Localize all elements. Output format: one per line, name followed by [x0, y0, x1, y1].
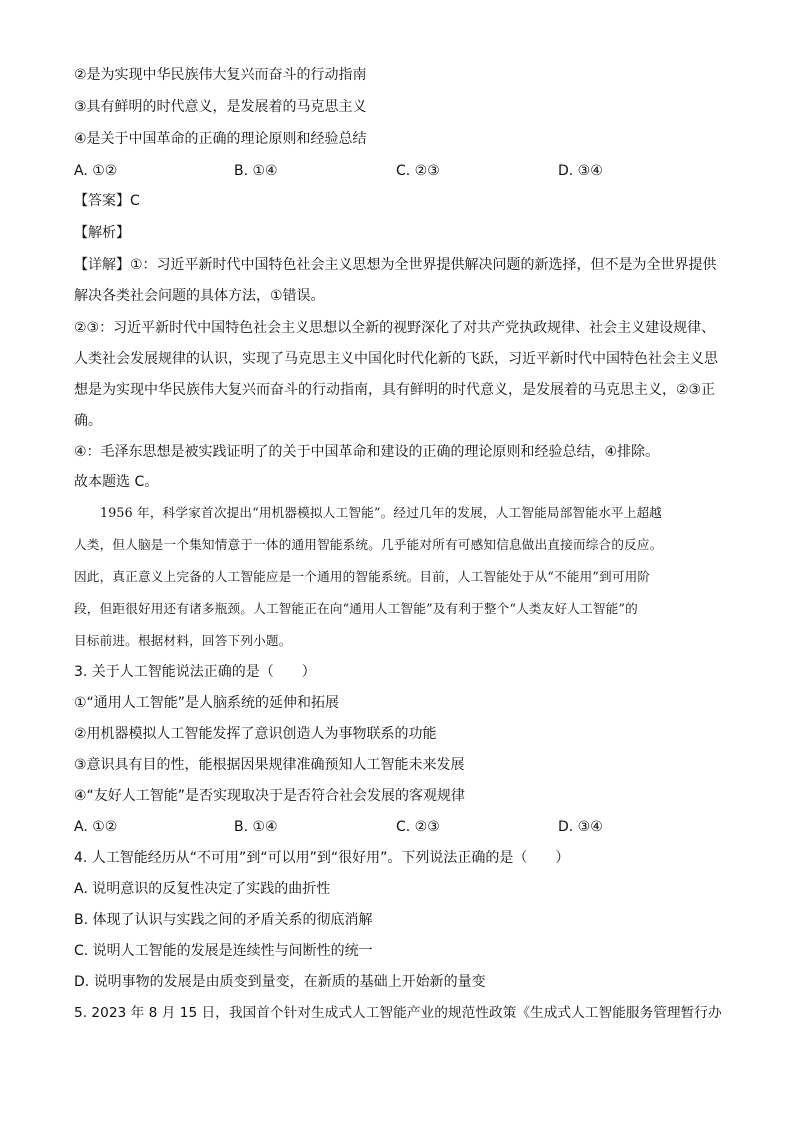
passage-line-1: 1956 年，科学家首次提出“用机器模拟人工智能”。经过几年的发展，人工智能局部智能水平上超越 — [100, 505, 663, 520]
q2-item-3: ③具有鲜明的时代意义，是发展着的马克思主义 — [74, 99, 367, 115]
q4-stem: 4. 人工智能经历从“不可用”到“可以用”到“很好用”。下列说法正确的是（ ） — [74, 850, 570, 866]
q3-item-4: ④“友好人工智能”是否实现取决于是否符合社会发展的客观规律 — [74, 788, 466, 804]
detail-line-7: ④：毛泽东思想是被实践证明了的关于中国革命和建设的正确的理论原则和经验总结，④排除。 — [74, 444, 660, 460]
detail-line-4: 人类社会发展规律的认识，实现了马克思主义中国化时代化新的飞跃，习近平新时代中国特色社会主义思 — [74, 351, 718, 367]
q4-option-b: B. 体现了认识与实践之间的矛盾关系的彻底消解 — [74, 912, 373, 928]
q3-option-d: D. ③④ — [558, 819, 603, 835]
q3-stem: 3. 关于人工智能说法正确的是（ ） — [74, 664, 316, 680]
passage-line-5: 目标前进。根据材料，回答下列小题。 — [74, 633, 292, 648]
answer-line — [74, 192, 140, 210]
answer-value: C — [130, 193, 140, 209]
detail-line-5: 想是为实现中华民族伟大复兴而奋斗的行动指南，具有鲜明的时代意义，是发展着的马克思主义，②③正 — [74, 382, 716, 398]
q3-option-c: C. ②③ — [396, 819, 440, 835]
q3-option-a: A. ①② — [74, 819, 118, 835]
detail-line-6: 确。 — [74, 413, 102, 429]
q3-option-b: B. ①④ — [234, 819, 278, 835]
q3-item-2: ②用机器模拟人工智能发挥了意识创造人为事物联系的功能 — [74, 726, 437, 742]
detail-line-2: 解决各类社会问题的具体方法，①错误。 — [74, 288, 325, 304]
q4-option-c: C. 说明人工智能的发展是连续性与间断性的统一 — [74, 943, 373, 959]
q2-option-b: B. ①④ — [234, 163, 278, 179]
q2-option-a: A. ①② — [74, 163, 118, 179]
passage-line-4: 段，但距很好用还有诸多瓶颈。人工智能正在向“通用人工智能”及有利于整个“人类友好人工智能”的 — [74, 601, 638, 616]
detail-line-8: 故本题选 C。 — [74, 474, 159, 490]
detail-line-3: ②③：习近平新时代中国特色社会主义思想以全新的视野深化了对共产党执政规律、社会主义建设规律、 — [74, 320, 716, 336]
q2-option-d: D. ③④ — [558, 163, 603, 179]
q3-item-1: ①“通用人工智能”是人脑系统的延伸和拓展 — [74, 695, 340, 711]
q2-item-4: ④是关于中国革命的正确的理论原则和经验总结 — [74, 131, 367, 147]
q5-stem: 5. 2023 年 8 月 15 日，我国首个针对生成式人工智能产业的规范性政策《生成式人工智能服务管理暂行办 — [74, 1005, 722, 1021]
passage-line-3: 因此，真正意义上完备的人工智能应是一个通用的智能系统。目前，人工智能处于从“不能用”到可用阶 — [74, 569, 651, 584]
passage-line-2: 人类，但人脑是一个集知情意于一体的通用智能系统。几乎能对所有可感知信息做出直接而综合的反应。 — [74, 537, 663, 552]
answer-label: 【答案】 — [74, 193, 130, 209]
q4-option-a: A. 说明意识的反复性决定了实践的曲折性 — [74, 881, 331, 897]
q3-item-3: ③意识具有目的性，能根据因果规律准确预知人工智能未来发展 — [74, 757, 465, 773]
q4-option-d: D. 说明事物的发展是由质变到量变，在新质的基础上开始新的量变 — [74, 974, 486, 990]
q2-item-2: ②是为实现中华民族伟大复兴而奋斗的行动指南 — [74, 67, 367, 83]
detail-line-1: 【详解】①：习近平新时代中国特色社会主义思想为全世界提供解决问题的新选择，但不是为全世界提供 — [74, 257, 717, 273]
q2-option-c: C. ②③ — [396, 163, 440, 179]
analysis-label: 【解析】 — [74, 225, 130, 241]
